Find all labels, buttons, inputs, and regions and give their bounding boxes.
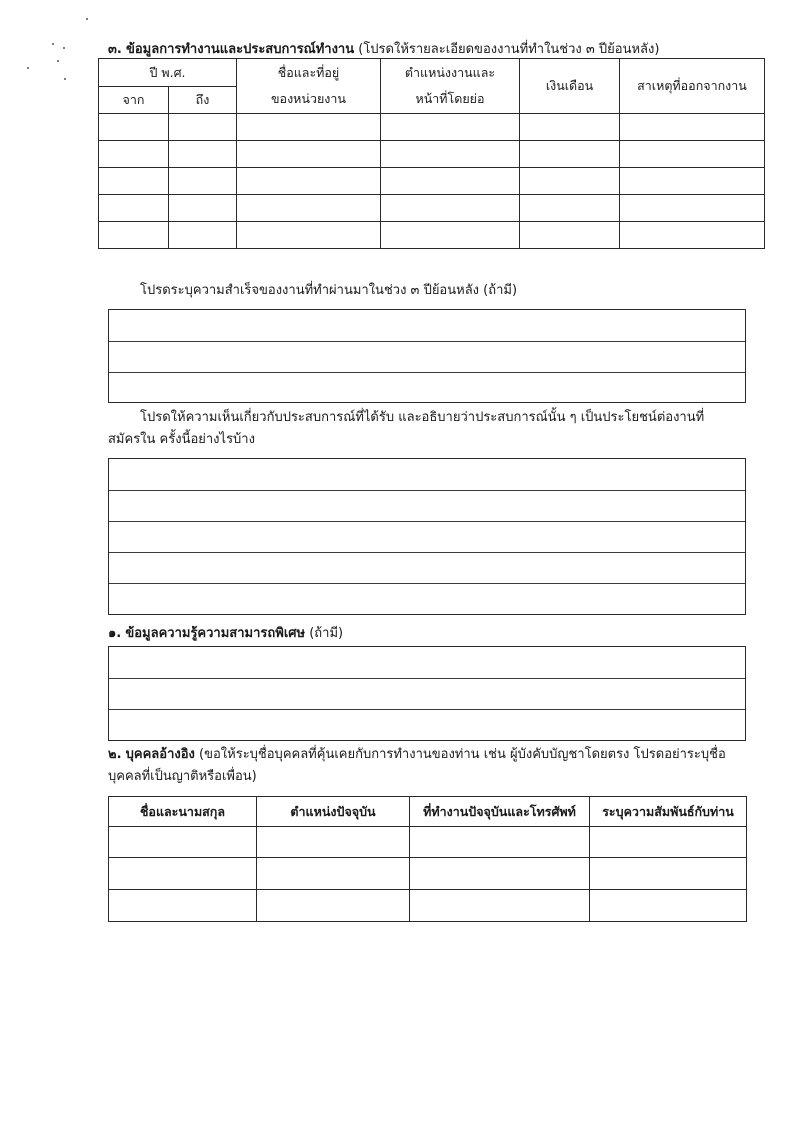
table-cell[interactable]: [109, 890, 257, 922]
references-heading-number: ๒.: [108, 747, 122, 762]
scan-speck: [57, 60, 59, 62]
col-org-header: [237, 59, 381, 114]
col-org-line1: ชื่อและที่อยู่: [277, 65, 340, 80]
table-row: [99, 195, 765, 222]
ruled-line: [109, 552, 745, 553]
table-cell[interactable]: [109, 858, 257, 890]
table-cell[interactable]: [520, 141, 620, 168]
references-table: [108, 796, 747, 922]
table-row: [109, 858, 747, 890]
table-cell[interactable]: [99, 168, 169, 195]
table-cell[interactable]: [109, 827, 257, 858]
table-cell[interactable]: [620, 114, 765, 141]
table-cell[interactable]: [520, 195, 620, 222]
table-cell[interactable]: [520, 114, 620, 141]
ruled-line: [109, 709, 745, 710]
experience-answer-box[interactable]: [108, 458, 746, 615]
work-heading-title: ข้อมูลการทำงานและประสบการณ์ทำงาน: [125, 42, 355, 57]
col-year-header: ปี พ.ศ.: [99, 59, 237, 87]
table-cell[interactable]: [381, 114, 520, 141]
scan-speck: [86, 18, 88, 20]
skills-answer-box[interactable]: [108, 646, 746, 741]
table-row: [99, 141, 765, 168]
scan-speck: [52, 43, 54, 45]
table-cell[interactable]: [257, 827, 410, 858]
table-cell[interactable]: [99, 114, 169, 141]
col-pos-line2: หน้าที่โดยย่อ: [415, 91, 485, 106]
col-from-header: จาก: [99, 87, 169, 114]
table-cell[interactable]: [381, 168, 520, 195]
achievement-answer-box[interactable]: [108, 309, 746, 403]
work-history-table: [98, 58, 765, 249]
achievement-prompt: โปรดระบุความสำเร็จของงานที่ทำผ่านมาในช่วง ๓ ปีย้อนหลัง (ถ้ามี): [140, 283, 518, 298]
table-cell[interactable]: [410, 858, 590, 890]
skills-heading-note: (ถ้ามี): [309, 626, 344, 641]
table-cell[interactable]: [381, 222, 520, 249]
table-cell[interactable]: [620, 168, 765, 195]
table-cell[interactable]: [237, 222, 381, 249]
table-row: [99, 168, 765, 195]
skills-heading-title: ข้อมูลความรู้ความสามารถพิเศษ: [125, 626, 306, 641]
col-position-header: [381, 59, 520, 114]
references-heading-note: (ขอให้ระบุชื่อบุคคลที่คุ้นเคยกับการทำงานของท่าน เช่น ผู้บังคับบัญชาโดยตรง โปรดอย่าระบุชื่อ บุคคลที่เป็นญาติหรือเพื่อน): [108, 747, 726, 784]
table-cell[interactable]: [99, 222, 169, 249]
table-cell[interactable]: [169, 168, 237, 195]
table-cell[interactable]: [381, 141, 520, 168]
table-cell[interactable]: [169, 195, 237, 222]
table-row: [109, 827, 747, 858]
experience-prompt: โปรดให้ความเห็นเกี่ยวกับประสบการณ์ที่ได้รับ และอธิบายว่าประสบการณ์นั้น ๆ เป็นประโยชน์ต่องานที่สมัครใน ครั้งนี้อย่างไรบ้าง: [108, 410, 705, 447]
ruled-line: [109, 521, 745, 522]
col-org-line2: ของหน่วยงาน: [271, 91, 346, 106]
table-cell[interactable]: [520, 168, 620, 195]
work-heading-number: ๓.: [108, 42, 122, 57]
ref-col-workplace-header: ที่ทำงานปัจจุบันและโทรศัพท์: [410, 797, 590, 827]
references-section-heading: [108, 744, 738, 788]
scan-speck: [63, 47, 65, 49]
table-row: [99, 114, 765, 141]
scan-speck: [27, 67, 29, 69]
col-pos-line1: ตำแหน่งงานและ: [404, 65, 496, 80]
table-cell[interactable]: [237, 141, 381, 168]
ruled-line: [109, 678, 745, 679]
work-heading-note: (โปรดให้รายละเอียดของงานที่ทำในช่วง ๓ ปีย้อนหลัง): [358, 42, 660, 57]
col-to-header: ถึง: [169, 87, 237, 114]
table-cell[interactable]: [99, 195, 169, 222]
table-cell[interactable]: [237, 195, 381, 222]
table-cell[interactable]: [257, 858, 410, 890]
col-reason-header: สาเหตุที่ออกจากงาน: [620, 59, 765, 114]
table-cell[interactable]: [169, 222, 237, 249]
ruled-line: [109, 490, 745, 491]
table-cell[interactable]: [410, 890, 590, 922]
table-cell[interactable]: [620, 141, 765, 168]
table-cell[interactable]: [620, 195, 765, 222]
table-cell[interactable]: [237, 114, 381, 141]
scan-speck: [64, 78, 66, 80]
ref-col-position-header: ตำแหน่งปัจจุบัน: [257, 797, 410, 827]
skills-section-heading: [108, 622, 343, 643]
table-row: [109, 890, 747, 922]
table-row: [99, 222, 765, 249]
ruled-line: [109, 341, 745, 342]
table-cell[interactable]: [169, 114, 237, 141]
table-cell[interactable]: [237, 168, 381, 195]
ruled-line: [109, 583, 745, 584]
table-cell[interactable]: [590, 858, 747, 890]
table-cell[interactable]: [590, 827, 747, 858]
table-cell[interactable]: [169, 141, 237, 168]
references-heading-title: บุคคลอ้างอิง: [125, 747, 195, 762]
skills-heading-number: ๑.: [108, 626, 122, 641]
table-cell[interactable]: [257, 890, 410, 922]
ref-col-name-header: ชื่อและนามสกุล: [109, 797, 257, 827]
work-section-heading: [108, 38, 659, 59]
table-cell[interactable]: [410, 827, 590, 858]
table-cell[interactable]: [99, 141, 169, 168]
table-cell[interactable]: [520, 222, 620, 249]
ref-col-relation-header: ระบุความสัมพันธ์กับท่าน: [590, 797, 747, 827]
table-cell[interactable]: [590, 890, 747, 922]
table-cell[interactable]: [620, 222, 765, 249]
table-cell[interactable]: [381, 195, 520, 222]
ruled-line: [109, 372, 745, 373]
col-salary-header: เงินเดือน: [520, 59, 620, 114]
